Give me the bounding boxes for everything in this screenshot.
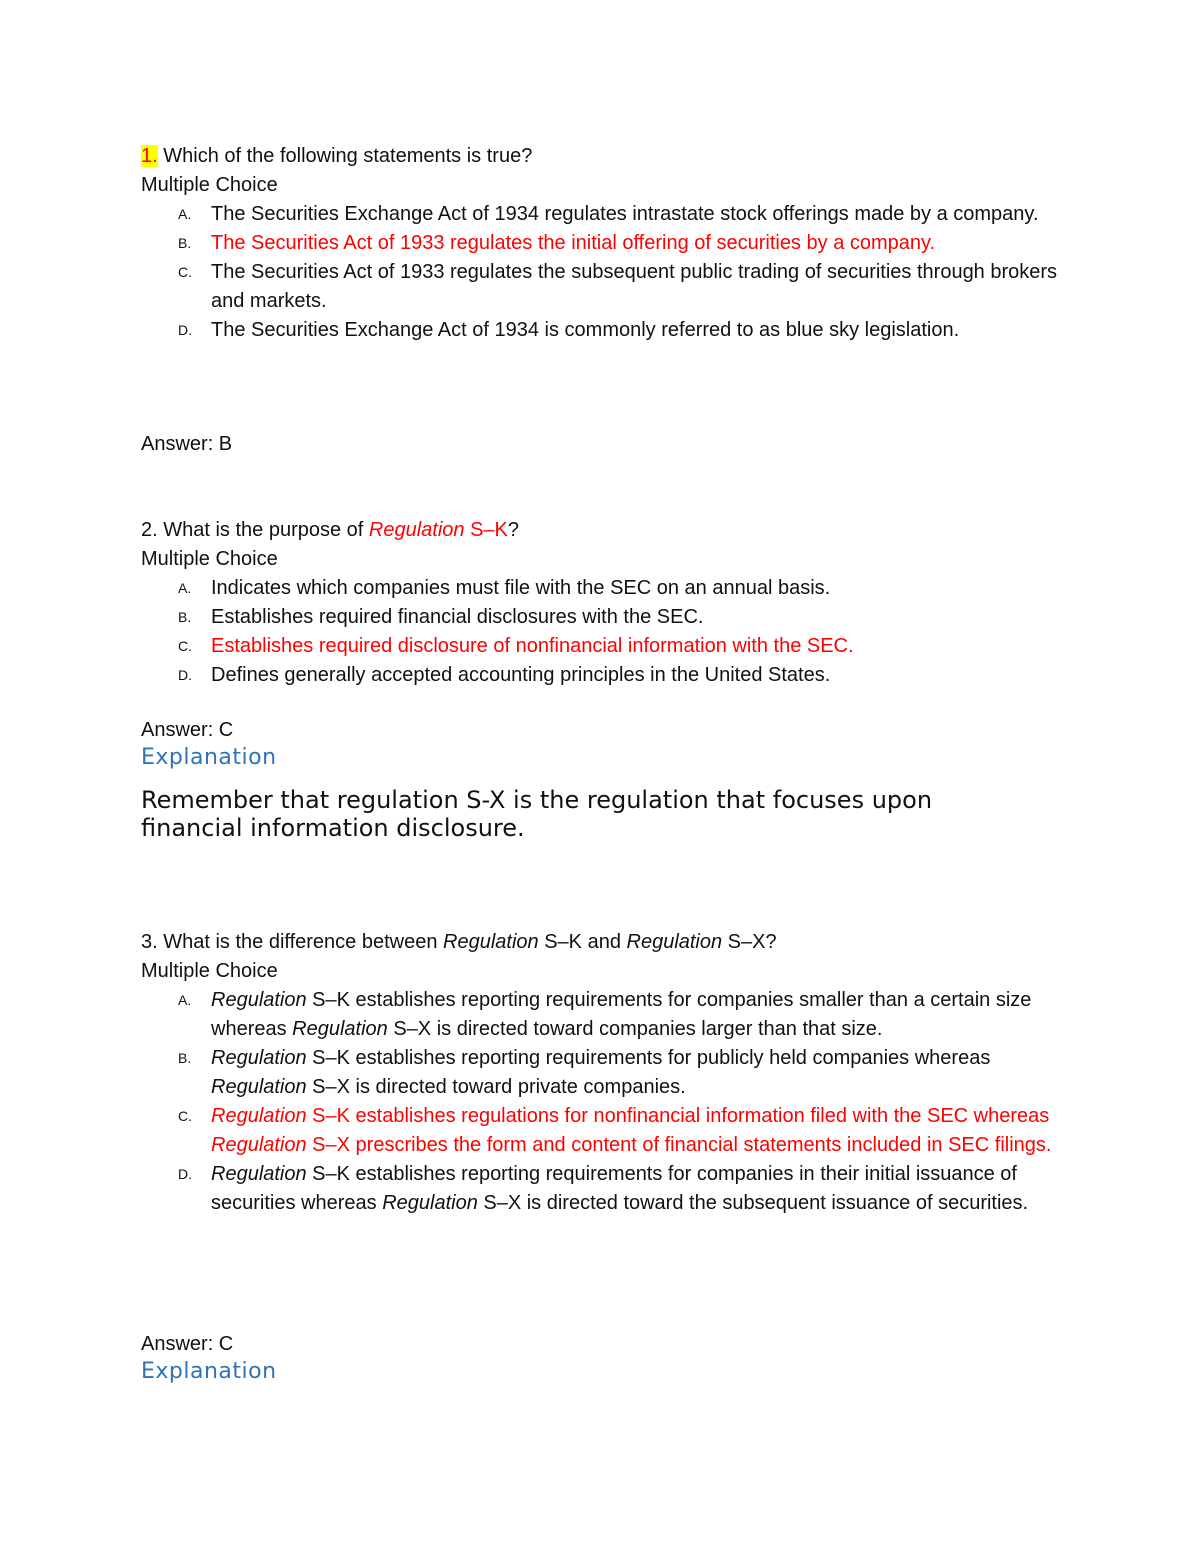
explanation-heading: Explanation	[141, 1359, 277, 1384]
choice-c-correct	[141, 1102, 1071, 1160]
regulation-term: Regulation	[211, 1105, 307, 1127]
regulation-term: Regulation	[211, 1163, 307, 1185]
choice-text	[211, 1044, 1071, 1102]
choice-text	[211, 1102, 1071, 1160]
choice-letter: C.	[178, 638, 192, 654]
choice-letter: D.	[178, 1166, 192, 1182]
question-type: Multiple Choice	[141, 960, 278, 982]
choice-letter: C.	[178, 264, 192, 280]
choice-text: The Securities Exchange Act of 1934 regulates intrastate stock offerings made by a company.	[211, 203, 1039, 225]
choice-text: Establishes required disclosure of nonfinancial information with the SEC.	[211, 635, 854, 657]
choice-c	[141, 258, 1071, 316]
regulation-code: S–X	[722, 931, 766, 953]
choice-text-part: S–K establishes regulations for nonfinancial information filed with the SEC whereas	[306, 1105, 1050, 1127]
question-type: Multiple Choice	[141, 548, 278, 570]
choice-text: Establishes required financial disclosures with the SEC.	[211, 606, 704, 628]
question-prompt	[141, 516, 1071, 545]
regulation-code: S–K	[464, 519, 508, 541]
answer-3: Answer: C	[141, 1333, 234, 1355]
question-text: 3. What is the difference between	[141, 931, 444, 953]
choice-text-part: S–K establishes reporting requirements for publicly held companies whereas	[306, 1047, 991, 1069]
regulation-term: Regulation	[211, 989, 307, 1011]
regulation-term: Regulation	[368, 519, 465, 541]
explanation-heading: Explanation	[141, 745, 277, 770]
regulation-code: S–K	[538, 931, 583, 953]
choice-text: Defines generally accepted accounting principles in the United States.	[211, 664, 831, 686]
choice-list	[141, 986, 1071, 1218]
choice-a	[141, 986, 1071, 1044]
choice-letter: C.	[178, 1108, 192, 1124]
question-1	[141, 142, 1071, 345]
question-mark: ?	[765, 931, 777, 953]
choice-b	[141, 603, 1071, 632]
regulation-term: Regulation	[211, 1047, 307, 1069]
choice-letter: B.	[178, 235, 192, 251]
explanation-text: Remember that regulation S-X is the regulation that focuses upon financial information disclosure.	[141, 786, 933, 842]
answer-2: Answer: C	[141, 719, 234, 741]
choice-letter: A.	[178, 580, 192, 596]
choice-text: The Securities Act of 1933 regulates the subsequent public trading of securities through brokers and markets.	[211, 261, 1058, 312]
regulation-term: Regulation	[211, 1076, 307, 1098]
choice-list	[141, 200, 1071, 345]
choice-c-correct	[141, 632, 1071, 661]
choice-text-part: S–X prescribes the form and content of financial statements included in SEC filings.	[306, 1134, 1052, 1156]
choice-letter: B.	[178, 609, 192, 625]
choice-d	[141, 316, 1071, 345]
choice-text: Indicates which companies must file with the SEC on an annual basis.	[211, 577, 831, 599]
choice-a	[141, 574, 1071, 603]
choice-d	[141, 1160, 1071, 1218]
choice-letter: A.	[178, 992, 192, 1008]
question-text: 2. What is the purpose of	[141, 519, 369, 541]
question-text: Which of the following statements is true?	[163, 145, 533, 167]
choice-letter: A.	[178, 206, 192, 222]
question-number: 1.	[141, 145, 158, 167]
choice-b-correct	[141, 229, 1071, 258]
regulation-term: Regulation	[443, 931, 539, 953]
question-type: Multiple Choice	[141, 174, 278, 196]
choice-text: The Securities Exchange Act of 1934 is commonly referred to as blue sky legislation.	[211, 319, 960, 341]
question-3	[141, 928, 1071, 1218]
choice-d	[141, 661, 1071, 690]
choice-text-part: S–X is directed toward private companies.	[306, 1076, 686, 1098]
choice-letter: D.	[178, 667, 192, 683]
regulation-term: Regulation	[382, 1192, 478, 1214]
choice-text-part: S–K establishes reporting requirements for companies smaller than a certain size whereas	[211, 989, 1032, 1040]
answer-1: Answer: B	[141, 433, 233, 455]
choice-text-part: S–X is directed toward companies larger than that size.	[387, 1018, 883, 1040]
choice-text: The Securities Act of 1933 regulates the initial offering of securities by a company.	[211, 232, 936, 254]
choice-text	[211, 986, 1071, 1044]
choice-text-part: S–X is directed toward the subsequent issuance of securities.	[477, 1192, 1029, 1214]
choice-list	[141, 574, 1071, 690]
choice-b	[141, 1044, 1071, 1102]
choice-text-part: S–K establishes reporting requirements for companies in their initial issuance of securities whereas	[211, 1163, 1017, 1214]
conjunction: and	[582, 931, 627, 953]
choice-letter: B.	[178, 1050, 192, 1066]
question-2	[141, 516, 1071, 690]
question-mark: ?	[507, 519, 520, 541]
choice-text	[211, 1160, 1071, 1218]
regulation-term: Regulation	[292, 1018, 388, 1040]
question-prompt	[141, 928, 1071, 957]
choice-a	[141, 200, 1071, 229]
regulation-term: Regulation	[211, 1134, 307, 1156]
regulation-term: Regulation	[626, 931, 723, 953]
choice-letter: D.	[178, 322, 192, 338]
question-prompt	[141, 142, 1071, 171]
